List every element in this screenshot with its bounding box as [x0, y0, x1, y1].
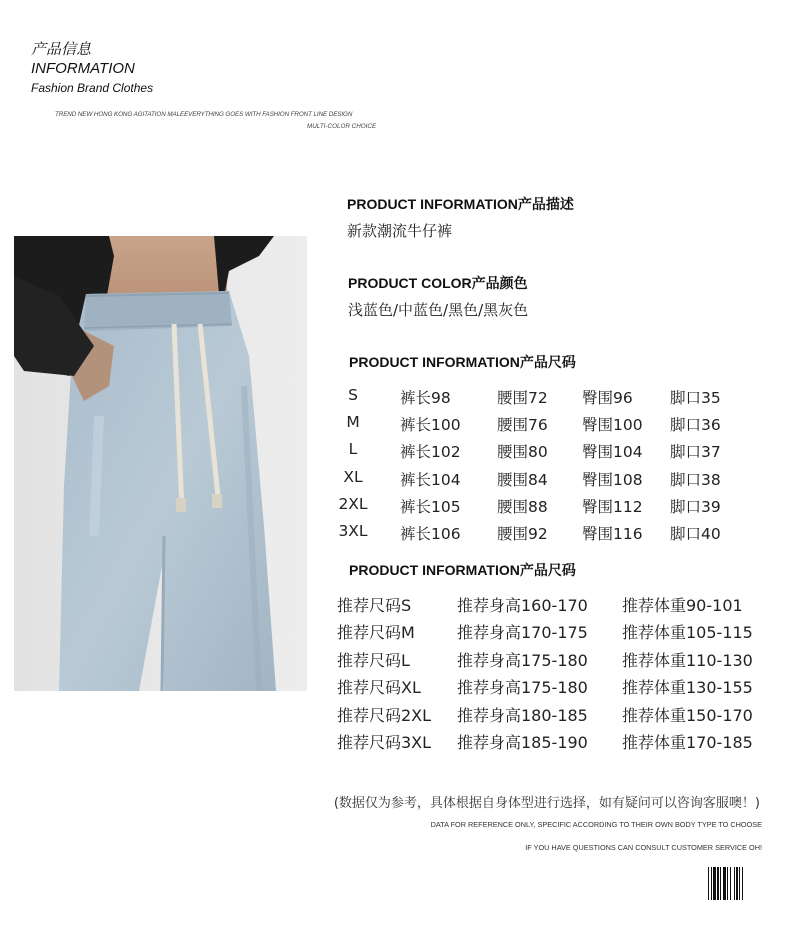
size-cell-hem: 脚口40 — [670, 525, 721, 543]
contact-note: IF YOU HAVE QUESTIONS CAN CONSULT CUSTOMER SERVICE OH! — [525, 843, 762, 852]
size-cell-hem: 脚口39 — [670, 497, 721, 516]
size-cell-size: S — [348, 386, 358, 404]
header-tagline: TREND NEW HONG KONG AGITATION MALEEVERYTHING GOES WITH FASHION FRONT LINE DESIGN — [55, 111, 353, 118]
product-color-text: 浅蓝色/中蓝色/黑色/黑灰色 — [348, 301, 529, 319]
size-cell-length: 裤长98 — [400, 389, 451, 407]
header-subtitle: Fashion Brand Clothes — [31, 81, 154, 95]
recommendation-cell-size: 推荐尺码S — [337, 596, 412, 615]
size-cell-hem: 脚口37 — [670, 443, 721, 462]
recommendation-cell-height: 推荐身高175-180 — [457, 678, 588, 698]
size-cell-waist: 腰围80 — [497, 443, 548, 462]
recommendation-cell-height: 推荐身高170-175 — [457, 623, 588, 643]
size-cell-hip: 臀围116 — [582, 525, 643, 543]
recommendation-cell-size: 推荐尺码2XL — [337, 705, 432, 725]
recommendation-cell-weight: 推荐体重110-130 — [622, 650, 753, 670]
size-cell-hem: 脚口38 — [670, 470, 721, 489]
disclaimer-cn: (数据仅为参考，具体根据自身体型进行选择，如有疑问可以咨询客服噢！) — [333, 796, 760, 811]
size-cell-hip: 臀围108 — [582, 470, 643, 489]
recommendation-cell-weight: 推荐体重130-155 — [622, 678, 753, 698]
size-cell-size: 2XL — [338, 494, 368, 513]
recommendation-cell-weight: 推荐体重105-115 — [622, 623, 753, 643]
recommendation-cell-weight: 推荐体重170-185 — [622, 733, 753, 752]
size-cell-length: 裤长100 — [400, 416, 461, 435]
size-cell-length: 裤长104 — [400, 470, 461, 489]
header-tagline-2: MULTI-COLOR CHOICE — [307, 123, 377, 130]
size-cell-length: 裤长102 — [400, 443, 461, 462]
recommendation-cell-weight: 推荐体重90-101 — [622, 596, 743, 615]
recommendation-cell-height: 推荐身高185-190 — [457, 733, 588, 752]
product-info-text: 新款潮流牛仔裤 — [347, 222, 453, 240]
size-cell-size: M — [346, 413, 360, 432]
size-cell-hip: 臀围112 — [582, 497, 643, 516]
size-cell-length: 裤长105 — [400, 497, 461, 516]
disclaimer-en: DATA FOR REFERENCE ONLY, SPECIFIC ACCORDING TO THEIR OWN BODY TYPE TO CHOOSE — [430, 820, 762, 829]
recommendation-cell-weight: 推荐体重150-170 — [622, 705, 753, 725]
barcode-icon — [708, 867, 762, 900]
size-cell-waist: 腰围88 — [497, 497, 548, 516]
recommendation-cell-size: 推荐尺码M — [337, 623, 415, 643]
recommendation-cell-size: 推荐尺码3XL — [337, 733, 432, 752]
size-chart-title: PRODUCT INFORMATION产品尺码 — [349, 354, 576, 370]
product-info-title: PRODUCT INFORMATION产品描述 — [347, 196, 574, 212]
size-cell-hip: 臀围96 — [582, 389, 633, 407]
product-color-title: PRODUCT COLOR产品颜色 — [348, 275, 528, 291]
size-cell-waist: 腰围76 — [497, 416, 548, 435]
header-title-cn: 产品信息 — [31, 40, 92, 58]
size-cell-length: 裤长106 — [400, 525, 461, 543]
size-cell-waist: 腰围84 — [497, 470, 548, 489]
size-cell-size: 3XL — [338, 522, 368, 540]
size-cell-size: L — [348, 440, 358, 459]
recommendation-cell-size: 推荐尺码L — [337, 650, 410, 670]
size-cell-hem: 脚口36 — [670, 416, 721, 435]
recommendation-cell-height: 推荐身高180-185 — [457, 705, 588, 725]
size-cell-waist: 腰围92 — [497, 525, 548, 543]
header-title-en: INFORMATION — [31, 60, 135, 77]
recommendation-cell-height: 推荐身高175-180 — [457, 650, 588, 670]
recommendation-title: PRODUCT INFORMATION产品尺码 — [349, 562, 576, 578]
recommendation-cell-height: 推荐身高160-170 — [457, 596, 588, 615]
size-cell-waist: 腰围72 — [497, 389, 548, 407]
size-cell-hem: 脚口35 — [670, 389, 721, 407]
size-cell-hip: 臀围104 — [582, 443, 643, 462]
recommendation-cell-size: 推荐尺码XL — [337, 678, 421, 698]
size-cell-size: XL — [343, 467, 363, 486]
product-photo — [14, 236, 307, 691]
size-cell-hip: 臀围100 — [582, 416, 643, 435]
